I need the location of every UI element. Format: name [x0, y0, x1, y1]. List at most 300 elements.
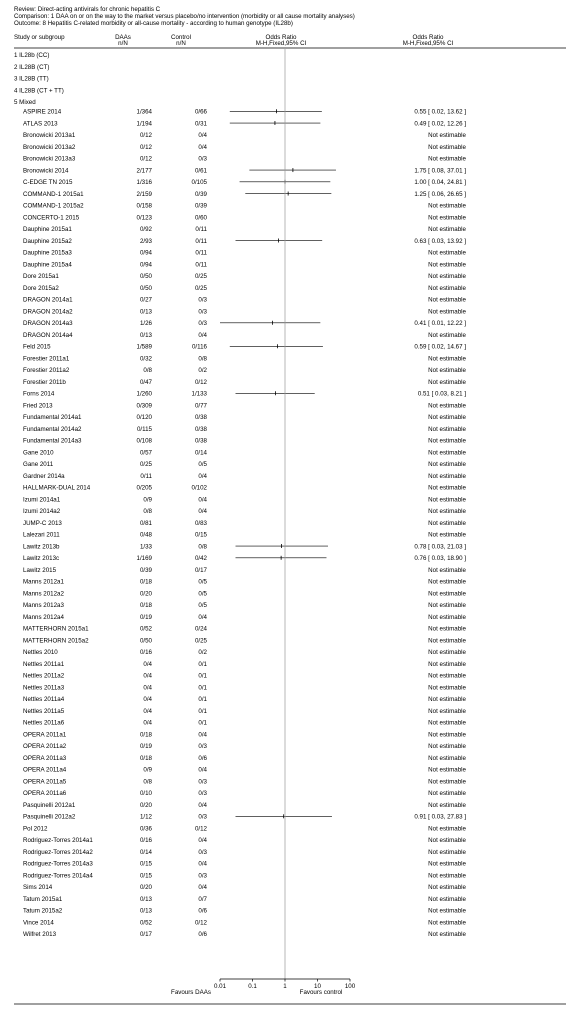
- daa-events: 0/50: [139, 273, 152, 280]
- control-events: 0/4: [198, 837, 207, 844]
- study-name: CONCERTO-1 2015: [23, 214, 80, 222]
- daa-events: 0/16: [139, 649, 152, 656]
- or-ci-text: Not estimable: [428, 872, 466, 880]
- or-ci-text: Not estimable: [428, 425, 466, 433]
- daa-events: 0/4: [143, 719, 152, 727]
- study-name: Izumi 2014a1: [23, 496, 61, 504]
- control-events: 0/2: [198, 649, 207, 656]
- control-events: 0/31: [194, 120, 207, 128]
- subgroup-label: 2 IL28B (CT): [14, 63, 50, 71]
- or-ci-text: Not estimable: [428, 472, 466, 480]
- daa-events: 0/92: [139, 226, 152, 233]
- col-daa-sub: n/N: [118, 40, 128, 47]
- control-events: 0/5: [198, 602, 207, 609]
- or-ci-text: Not estimable: [428, 931, 466, 938]
- or-ci-text: Not estimable: [428, 825, 466, 833]
- favours-control-label: Favours control: [299, 989, 343, 996]
- study-name: Fundamental 2014a2: [23, 425, 82, 433]
- control-events: 0/105: [191, 179, 207, 186]
- control-events: 0/4: [198, 331, 207, 339]
- or-ci-text: Not estimable: [428, 155, 466, 163]
- daa-events: 0/4: [143, 696, 152, 703]
- control-events: 0/5: [198, 578, 207, 586]
- control-events: 0/42: [194, 555, 207, 562]
- daa-events: 0/18: [139, 602, 152, 609]
- study-name: Lawitz 2013c: [23, 555, 60, 562]
- or-ci-text: 0.63 [ 0.03, 13.92 ]: [414, 237, 466, 245]
- study-name: Bronowicki 2013a3: [23, 155, 76, 163]
- study-name: Bronowicki 2013a1: [23, 132, 76, 139]
- or-ci-text: Not estimable: [428, 449, 466, 457]
- control-events: 0/39: [194, 202, 207, 210]
- daa-events: 2/159: [136, 190, 152, 198]
- daa-events: 0/47: [139, 378, 152, 386]
- daa-events: 0/4: [143, 684, 152, 692]
- study-name: Tatum 2015a2: [23, 907, 63, 915]
- control-events: 0/24: [194, 625, 207, 633]
- or-ci-text: 0.55 [ 0.02, 13.62 ]: [414, 108, 466, 116]
- control-events: 0/5: [198, 461, 207, 468]
- study-name: OPERA 2011a4: [23, 766, 67, 774]
- daa-events: 0/39: [139, 566, 152, 574]
- control-events: 0/12: [194, 919, 207, 927]
- control-events: 0/60: [194, 214, 207, 222]
- daa-events: 0/120: [136, 414, 152, 421]
- daa-events: 0/19: [139, 743, 152, 750]
- control-events: 0/25: [194, 284, 207, 292]
- col-or-text-header: Odds Ratio: [412, 34, 444, 41]
- study-name: Nettles 2011a1: [23, 660, 65, 668]
- daa-events: 0/123: [136, 214, 152, 222]
- x-tick-label: 10: [314, 983, 321, 990]
- study-name: Nettles 2010: [23, 649, 58, 656]
- or-ci-text: 0.91 [ 0.03, 27.83 ]: [414, 813, 466, 821]
- or-ci-text: 0.41 [ 0.01, 12.22 ]: [414, 320, 466, 327]
- x-tick-label: 0.01: [213, 983, 227, 990]
- or-ci-text: Not estimable: [428, 637, 466, 645]
- study-name: Dauphine 2015a3: [23, 249, 72, 257]
- study-name: Dore 2015a1: [23, 273, 59, 280]
- daa-events: 0/16: [139, 837, 152, 844]
- daa-events: 0/13: [139, 907, 152, 915]
- daa-events: 2/93: [139, 237, 152, 245]
- control-events: 0/25: [194, 637, 207, 645]
- control-events: 0/6: [198, 754, 207, 762]
- x-tick-label: 1: [283, 983, 287, 990]
- header: [14, 6, 355, 27]
- study-name: DRAGON 2014a2: [23, 308, 73, 316]
- study-name: Nettles 2011a5: [23, 707, 65, 715]
- daa-events: 0/11: [140, 472, 152, 480]
- daa-events: 0/94: [139, 261, 152, 269]
- control-events: 0/3: [198, 872, 207, 880]
- or-ci-text: Not estimable: [428, 132, 466, 139]
- or-ci-text: Not estimable: [428, 249, 466, 257]
- control-events: 0/1: [198, 660, 207, 668]
- study-name: Pasquinelli 2012a2: [23, 813, 76, 821]
- or-ci-text: Not estimable: [428, 790, 466, 797]
- study-name: Forns 2014: [23, 390, 55, 398]
- control-events: 0/12: [194, 378, 207, 386]
- or-ci-text: 0.51 [ 0.03, 8.21 ]: [417, 390, 466, 398]
- control-events: 1/133: [191, 390, 207, 398]
- daa-events: 0/18: [139, 731, 152, 739]
- study-name: HALLMARK-DUAL 2014: [23, 484, 91, 492]
- study-name: COMMAND-1 2015a2: [23, 202, 84, 210]
- study-name: Rodriguez-Torres 2014a4: [23, 872, 93, 880]
- daa-events: 1/364: [136, 108, 152, 116]
- control-events: 0/5: [198, 590, 207, 598]
- col-or-plot-sub: M-H,Fixed,95% CI: [255, 40, 307, 47]
- daa-events: 0/36: [139, 825, 152, 833]
- daa-events: 1/260: [136, 390, 152, 398]
- study-name: Tatum 2015a1: [23, 895, 63, 903]
- study-name: ATLAS 2013: [23, 120, 58, 128]
- control-events: 0/61: [194, 167, 207, 175]
- footer: [171, 989, 342, 996]
- control-events: 0/102: [191, 484, 207, 492]
- study-name: Gane 2010: [23, 449, 54, 457]
- study-name: Feld 2015: [23, 343, 51, 351]
- or-ci-text: 0.78 [ 0.03, 21.03 ]: [414, 543, 466, 551]
- daa-events: 0/52: [139, 919, 152, 927]
- study-name: JUMP-C 2013: [23, 519, 62, 527]
- or-ci-text: Not estimable: [428, 625, 466, 633]
- control-events: 0/116: [191, 343, 207, 351]
- daa-events: 0/52: [139, 625, 152, 633]
- study-name: Forestier 2011a2: [23, 367, 70, 374]
- control-events: 0/66: [194, 108, 207, 116]
- column-headers: [14, 34, 566, 48]
- or-ci-text: 0.49 [ 0.02, 12.26 ]: [414, 120, 466, 128]
- daa-events: 0/10: [139, 790, 152, 797]
- or-ci-text: Not estimable: [428, 590, 466, 598]
- control-events: 0/1: [198, 672, 207, 680]
- x-axis: [14, 49, 566, 1004]
- study-name: Nettles 2011a2: [23, 672, 65, 680]
- daa-events: 0/14: [139, 848, 152, 856]
- or-ci-text: Not estimable: [428, 214, 466, 222]
- or-ci-text: Not estimable: [428, 461, 466, 468]
- control-events: 0/4: [198, 884, 207, 891]
- or-ci-text: 0.59 [ 0.02, 14.67 ]: [414, 343, 466, 351]
- study-name: Nettles 2011a3: [23, 684, 65, 692]
- control-events: 0/83: [194, 519, 207, 527]
- daa-events: 0/27: [139, 296, 152, 304]
- control-events: 0/4: [198, 613, 207, 621]
- control-events: 0/1: [198, 684, 207, 692]
- col-daa-header: DAAs: [115, 34, 131, 41]
- daa-events: 1/194: [136, 120, 152, 128]
- subgroup-label: 4 IL28B (CT + TT): [14, 87, 64, 95]
- or-ci-text: Not estimable: [428, 778, 466, 786]
- control-events: 0/1: [198, 719, 207, 727]
- col-or-plot-header: Odds Ratio: [265, 34, 297, 41]
- study-name: Lawitz 2013b: [23, 543, 60, 551]
- or-ci-text: Not estimable: [428, 226, 466, 233]
- control-events: 0/3: [198, 778, 207, 786]
- study-name: Fundamental 2014a3: [23, 437, 82, 445]
- or-ci-text: Not estimable: [428, 684, 466, 692]
- daa-events: 0/94: [139, 249, 152, 257]
- or-ci-text: Not estimable: [428, 437, 466, 445]
- study-name: MATTERHORN 2015a1: [23, 625, 89, 633]
- daa-events: 0/19: [139, 613, 152, 621]
- daa-events: 1/589: [136, 343, 152, 351]
- daa-events: 1/169: [136, 555, 152, 562]
- study-name: Bronowicki 2013a2: [23, 143, 76, 151]
- study-name: Dauphine 2015a2: [23, 237, 72, 245]
- daa-events: 0/17: [139, 931, 152, 938]
- or-ci-text: 1.75 [ 0.08, 37.01 ]: [414, 167, 466, 175]
- daa-events: 0/13: [139, 895, 152, 903]
- study-name: Forestier 2011a1: [23, 355, 70, 363]
- control-events: 0/12: [194, 825, 207, 833]
- or-ci-text: Not estimable: [428, 672, 466, 680]
- control-events: 0/8: [198, 543, 207, 551]
- favours-daas-label: Favours DAAs: [171, 989, 211, 996]
- or-ci-text: Not estimable: [428, 331, 466, 339]
- control-events: 0/3: [198, 308, 207, 316]
- control-events: 0/11: [195, 249, 207, 257]
- control-events: 0/11: [195, 237, 207, 245]
- daa-events: 0/8: [143, 508, 152, 515]
- daa-events: 0/4: [143, 672, 152, 680]
- study-name: DRAGON 2014a4: [23, 331, 73, 339]
- col-control-header: Control: [171, 34, 191, 41]
- control-events: 0/3: [198, 813, 207, 821]
- daa-events: 0/115: [136, 425, 152, 433]
- or-ci-text: Not estimable: [428, 860, 466, 868]
- or-ci-text: Not estimable: [428, 367, 466, 374]
- study-name: MATTERHORN 2015a2: [23, 637, 89, 645]
- daa-events: 0/205: [136, 484, 152, 492]
- or-ci-text: Not estimable: [428, 508, 466, 515]
- or-ci-text: Not estimable: [428, 801, 466, 809]
- or-ci-text: Not estimable: [428, 402, 466, 410]
- study-name: OPERA 2011a1: [23, 731, 67, 739]
- subgroup-label: 1 IL28b (CC): [14, 52, 50, 59]
- or-ci-text: Not estimable: [428, 273, 466, 280]
- control-events: 0/25: [194, 273, 207, 280]
- control-events: 0/38: [194, 425, 207, 433]
- or-ci-text: Not estimable: [428, 743, 466, 750]
- or-ci-text: Not estimable: [428, 837, 466, 844]
- control-events: 0/3: [198, 743, 207, 750]
- control-events: 0/6: [198, 931, 207, 938]
- control-events: 0/15: [194, 531, 207, 539]
- study-name: Manns 2012a4: [23, 613, 64, 621]
- control-events: 0/7: [198, 895, 207, 903]
- or-ci-text: Not estimable: [428, 202, 466, 210]
- or-ci-text: Not estimable: [428, 731, 466, 739]
- daa-events: 0/15: [139, 872, 152, 880]
- outcome-title: Outcome: 8 Hepatitis C-related morbidity or all-cause mortality - according to human genotype (IL28b): [14, 20, 293, 27]
- or-ci-text: Not estimable: [428, 696, 466, 703]
- control-events: 0/3: [198, 296, 207, 304]
- or-ci-text: Not estimable: [428, 496, 466, 504]
- or-ci-text: Not estimable: [428, 355, 466, 363]
- study-name: Rodriguez-Torres 2014a3: [23, 860, 93, 868]
- subgroup-label: 5 Mixed: [14, 99, 36, 106]
- or-ci-text: Not estimable: [428, 531, 466, 539]
- study-name: Manns 2012a3: [23, 602, 64, 609]
- study-name: Pol 2012: [23, 825, 48, 833]
- study-name: Gardner 2014a: [23, 472, 65, 480]
- control-events: 0/17: [194, 566, 207, 574]
- study-name: Gane 2011: [23, 461, 54, 468]
- or-ci-text: 0.76 [ 0.03, 18.90 ]: [414, 555, 466, 562]
- daa-events: 1/26: [139, 320, 152, 327]
- control-events: 0/1: [198, 696, 207, 703]
- control-events: 0/3: [198, 155, 207, 163]
- control-events: 0/4: [198, 472, 207, 480]
- control-events: 0/11: [195, 226, 207, 233]
- daa-events: 1/316: [136, 179, 152, 186]
- study-rows: [14, 52, 467, 938]
- or-ci-text: Not estimable: [428, 378, 466, 386]
- daa-events: 0/13: [139, 308, 152, 316]
- study-name: Sims 2014: [23, 884, 53, 891]
- or-ci-text: Not estimable: [428, 754, 466, 762]
- study-name: OPERA 2011a5: [23, 778, 67, 786]
- daa-events: 0/50: [139, 637, 152, 645]
- or-ci-text: Not estimable: [428, 884, 466, 891]
- or-ci-text: Not estimable: [428, 578, 466, 586]
- or-ci-text: Not estimable: [428, 707, 466, 715]
- daa-events: 0/12: [139, 132, 152, 139]
- study-name: Nettles 2011a6: [23, 719, 65, 727]
- control-events: 0/4: [198, 801, 207, 809]
- or-ci-text: Not estimable: [428, 766, 466, 774]
- control-events: 0/4: [198, 143, 207, 151]
- daa-events: 0/12: [139, 143, 152, 151]
- or-ci-text: Not estimable: [428, 848, 466, 856]
- study-name: COMMAND-1 2015a1: [23, 190, 84, 198]
- control-events: 0/4: [198, 496, 207, 504]
- control-events: 0/4: [198, 731, 207, 739]
- study-name: Forestier 2011b: [23, 378, 66, 386]
- or-ci-text: Not estimable: [428, 519, 466, 527]
- x-tick-label: 0.1: [248, 983, 257, 990]
- study-name: Rodriguez-Torres 2014a1: [23, 837, 93, 844]
- study-name: C-EDGE TN 2015: [23, 179, 73, 186]
- control-events: 0/4: [198, 766, 207, 774]
- control-events: 0/11: [195, 261, 207, 269]
- control-events: 0/38: [194, 437, 207, 445]
- control-events: 0/14: [194, 449, 207, 457]
- control-events: 0/3: [198, 790, 207, 797]
- daa-events: 0/48: [139, 531, 152, 539]
- or-ci-text: Not estimable: [428, 660, 466, 668]
- or-ci-text: Not estimable: [428, 484, 466, 492]
- daa-events: 0/12: [139, 155, 152, 163]
- or-ci-text: Not estimable: [428, 649, 466, 656]
- daa-events: 0/158: [136, 202, 152, 210]
- or-ci-text: 1.25 [ 0.06, 26.65 ]: [414, 190, 466, 198]
- or-ci-text: Not estimable: [428, 613, 466, 621]
- study-name: OPERA 2011a2: [23, 743, 67, 750]
- study-name: Manns 2012a2: [23, 590, 64, 598]
- daa-events: 0/9: [143, 766, 152, 774]
- daa-events: 0/9: [143, 496, 152, 504]
- daa-events: 0/13: [139, 331, 152, 339]
- or-ci-text: Not estimable: [428, 143, 466, 151]
- daa-events: 0/18: [139, 578, 152, 586]
- daa-events: 2/177: [136, 167, 152, 175]
- study-name: Dauphine 2015a4: [23, 261, 72, 269]
- daa-events: 0/8: [143, 778, 152, 786]
- daa-events: 0/20: [139, 801, 152, 809]
- daa-events: 0/4: [143, 707, 152, 715]
- or-ci-text: Not estimable: [428, 414, 466, 421]
- or-ci-text: Not estimable: [428, 566, 466, 574]
- or-ci-text: Not estimable: [428, 308, 466, 316]
- study-name: Lawitz 2015: [23, 566, 57, 574]
- study-name: Lalezari 2011: [23, 531, 60, 539]
- or-ci-text: Not estimable: [428, 719, 466, 727]
- or-ci-text: 1.00 [ 0.04, 24.81 ]: [414, 179, 466, 186]
- study-name: Fundamental 2014a1: [23, 414, 82, 421]
- x-tick-label: 100: [344, 983, 356, 990]
- control-events: 0/3: [198, 848, 207, 856]
- study-name: Rodriguez-Torres 2014a2: [23, 848, 93, 856]
- daa-events: 0/57: [139, 449, 152, 457]
- study-name: OPERA 2011a6: [23, 790, 67, 797]
- study-name: Manns 2012a1: [23, 578, 64, 586]
- daa-events: 0/18: [139, 754, 152, 762]
- study-name: ASPIRE 2014: [23, 108, 62, 116]
- study-name: OPERA 2011a3: [23, 754, 67, 762]
- study-name: Nettles 2011a4: [23, 696, 65, 703]
- or-ci-text: Not estimable: [428, 602, 466, 609]
- control-events: 0/8: [198, 355, 207, 363]
- daa-events: 0/4: [143, 660, 152, 668]
- control-events: 0/3: [198, 320, 207, 327]
- study-name: Fried 2013: [23, 402, 53, 410]
- control-events: 0/4: [198, 132, 207, 139]
- daa-events: 0/8: [143, 367, 152, 374]
- control-events: 0/6: [198, 907, 207, 915]
- control-events: 0/2: [198, 367, 207, 374]
- daa-events: 0/32: [139, 355, 152, 363]
- subgroup-label: 3 IL28B (TT): [14, 75, 49, 83]
- or-ci-text: Not estimable: [428, 919, 466, 927]
- or-ci-text: Not estimable: [428, 907, 466, 915]
- or-ci-text: Not estimable: [428, 261, 466, 269]
- comparison-title: Comparison: 1 DAA on or on the way to the market versus placebo/no intervention (morbidity or all cause mortality analyses): [14, 13, 355, 20]
- study-name: Vince 2014: [23, 919, 54, 927]
- study-name: Bronowicki 2014: [23, 167, 69, 175]
- daa-events: 0/15: [139, 860, 152, 868]
- study-name: Izumi 2014a2: [23, 508, 61, 515]
- daa-events: 1/12: [139, 813, 152, 821]
- control-events: 0/4: [198, 508, 207, 515]
- study-name: Pasquinelli 2012a1: [23, 801, 76, 809]
- study-name: Dore 2015a2: [23, 284, 59, 292]
- or-ci-text: Not estimable: [428, 296, 466, 304]
- daa-events: 0/20: [139, 884, 152, 891]
- study-name: DRAGON 2014a1: [23, 296, 73, 304]
- col-study-header: Study or subgroup: [14, 34, 65, 41]
- or-ci-text: Not estimable: [428, 284, 466, 292]
- control-events: 0/38: [194, 414, 207, 421]
- study-name: Wilfret 2013: [23, 931, 57, 938]
- daa-events: 0/81: [139, 519, 152, 527]
- study-name: Dauphine 2015a1: [23, 226, 72, 233]
- control-events: 0/77: [194, 402, 207, 410]
- col-control-sub: n/N: [176, 40, 186, 47]
